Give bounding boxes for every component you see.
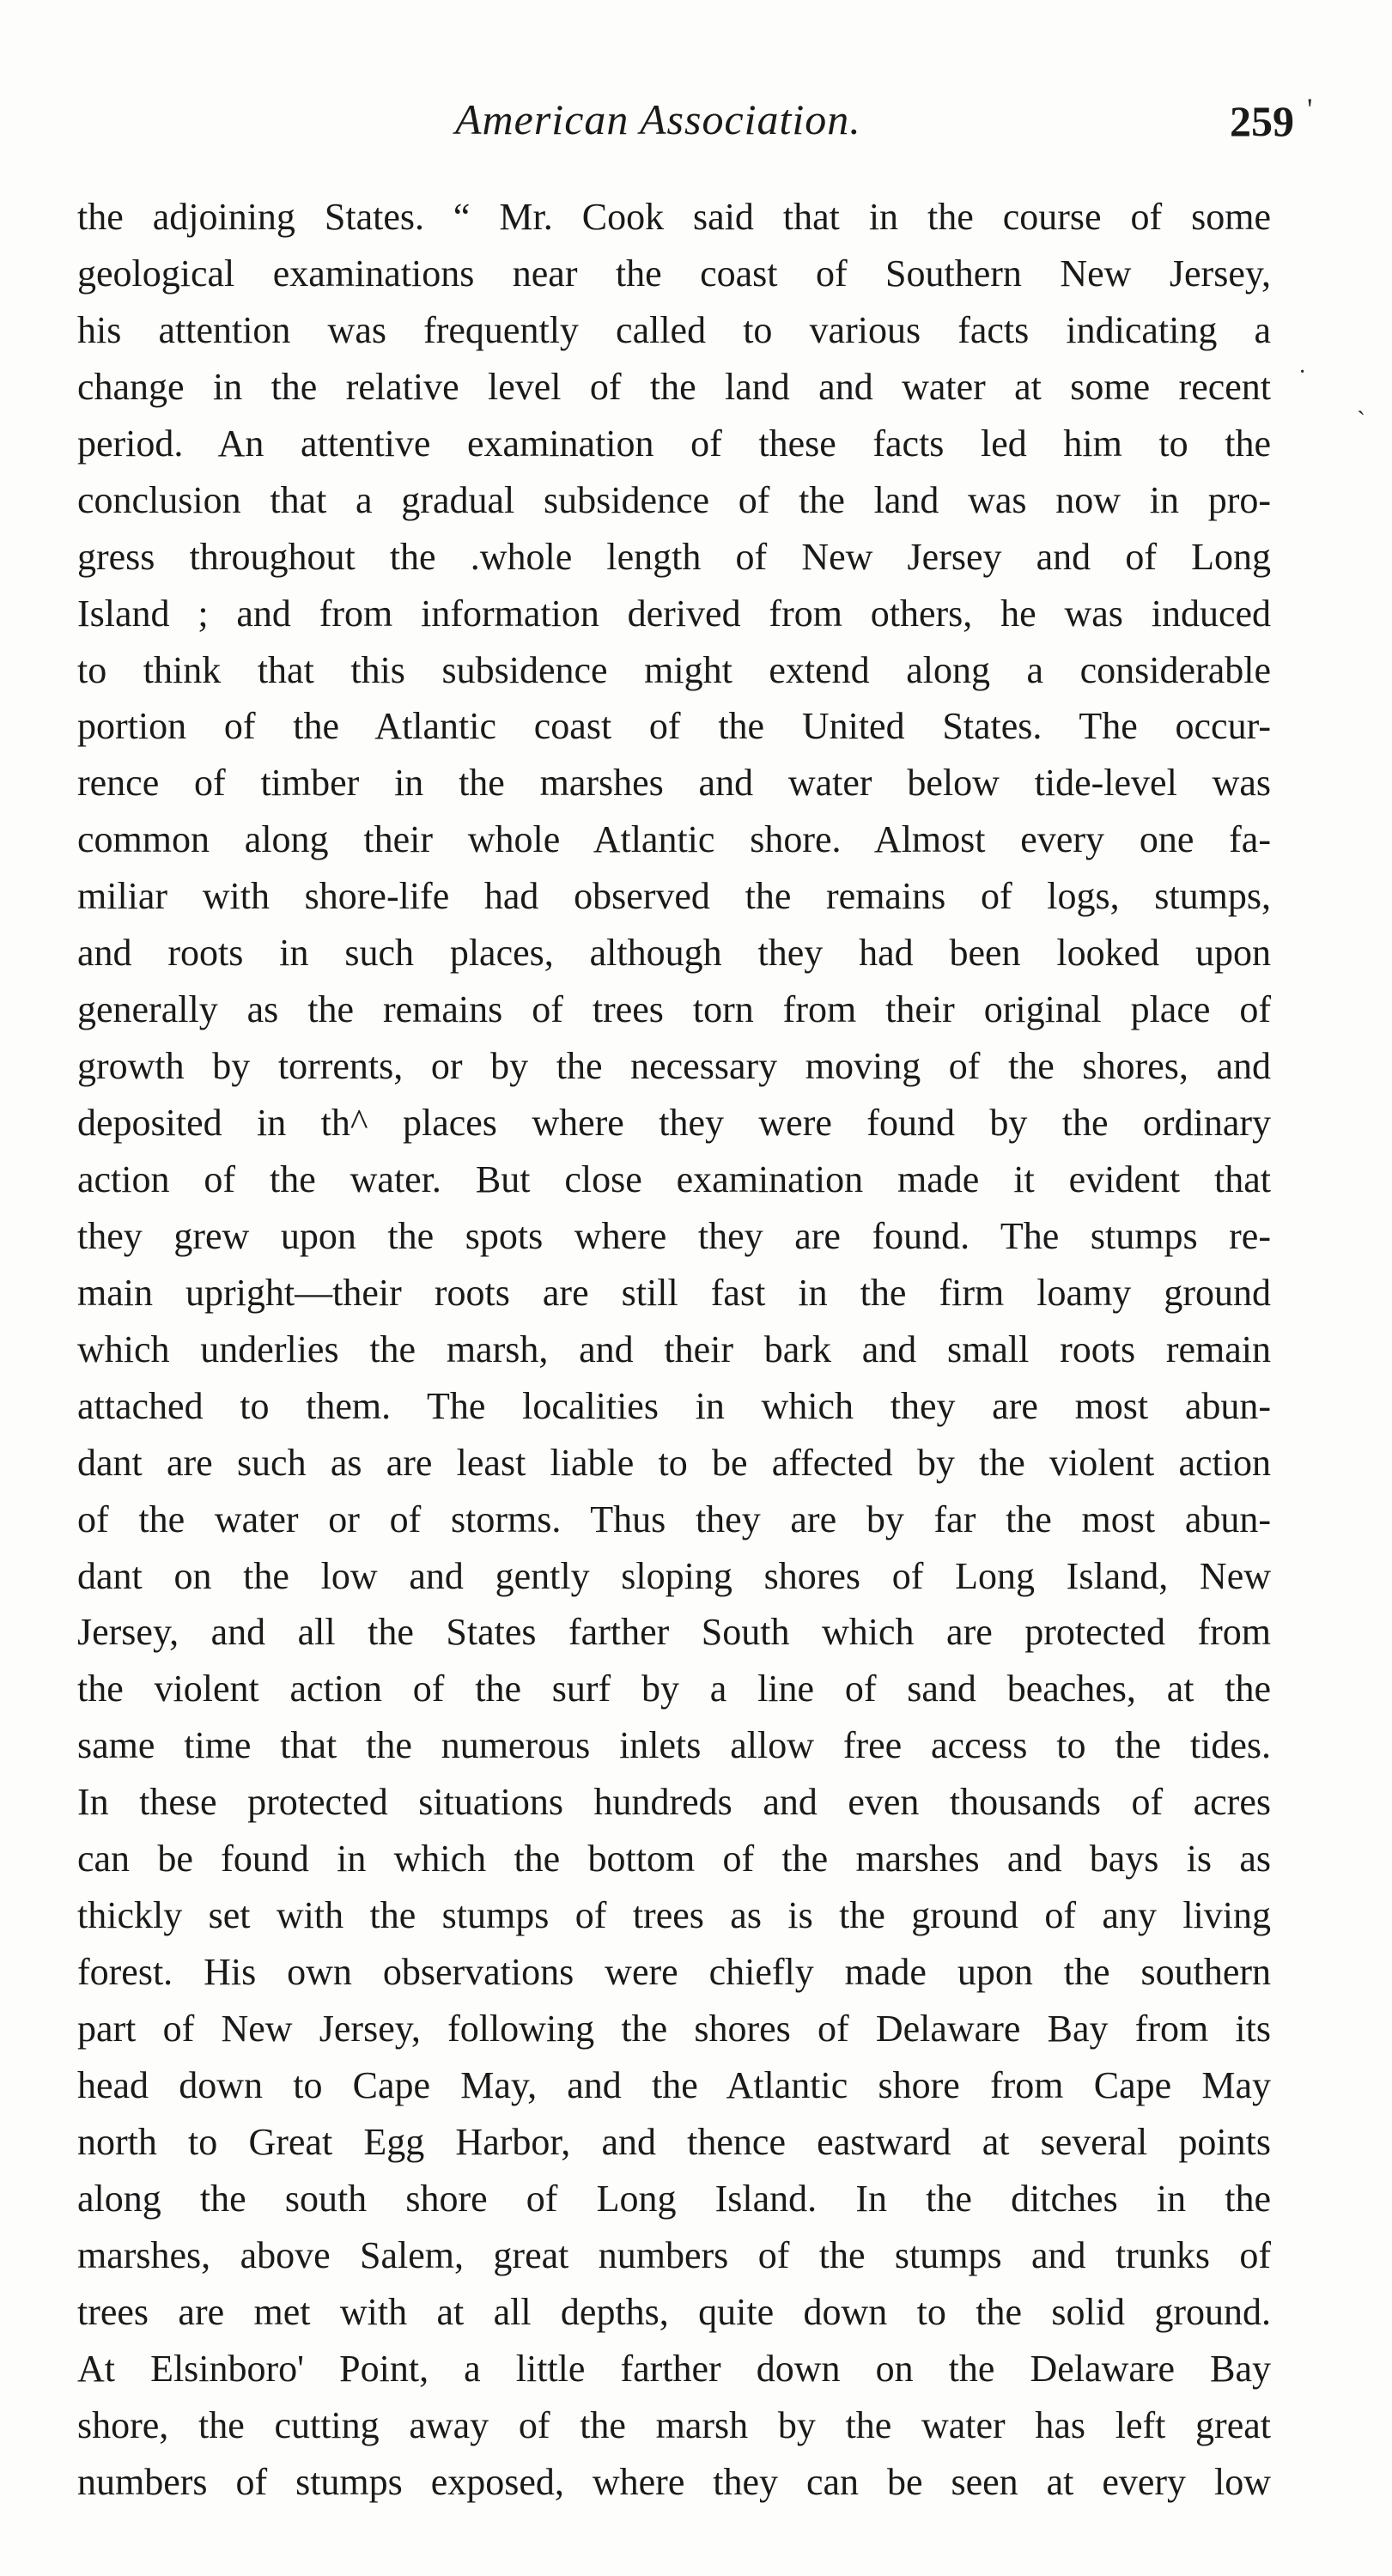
text-line: the adjoining States. “ Mr. Cook said that in the course of some bbox=[77, 196, 1271, 238]
text-line: conclusion that a gradual subsidence of the land was now in pro- bbox=[77, 478, 1271, 521]
text-line: main upright—their roots are still fast in the firm loamy ground bbox=[77, 1271, 1271, 1314]
text-line: period. An attentive examination of these facts led him to the bbox=[77, 422, 1271, 465]
text-line: Jersey, and all the States farther South which are protected from bbox=[77, 1611, 1271, 1654]
text-line: portion of the Atlantic coast of the United States. The occur- bbox=[77, 705, 1271, 748]
running-title: American Association. bbox=[455, 95, 861, 143]
text-line: marshes, above Salem, great numbers of the stumps and trunks of bbox=[77, 2233, 1271, 2276]
text-line: gress throughout the .whole length of New Jersey and of Long bbox=[77, 535, 1271, 578]
text-line: which underlies the marsh, and their bark and small roots remain bbox=[77, 1327, 1271, 1370]
text-line: generally as the remains of trees torn from their original place of bbox=[77, 988, 1271, 1031]
margin-dot-mark: · bbox=[1298, 359, 1307, 386]
text-line: rence of timber in the marshes and water below tide-level was bbox=[77, 762, 1271, 805]
text-line: along the south shore of Long Island. In the ditches in the bbox=[77, 2177, 1271, 2220]
body-paragraph bbox=[77, 189, 1271, 2510]
margin-caret-mark: ˴ bbox=[1357, 395, 1365, 423]
text-line: miliar with shore-life had observed the remains of logs, stumps, bbox=[77, 875, 1271, 918]
text-line: In these protected situations hundreds and even thousands of acres bbox=[77, 1781, 1271, 1824]
text-line: common along their whole Atlantic shore. Almost every one fa- bbox=[77, 818, 1271, 861]
text-line: deposited in th^ places where they were found by the ordinary bbox=[77, 1102, 1271, 1144]
text-line: and roots in such places, although they had been looked upon bbox=[77, 932, 1271, 975]
text-line: head down to Cape May, and the Atlantic shore from Cape May bbox=[77, 2063, 1271, 2106]
text-line: they grew upon the spots where they are found. The stumps re- bbox=[77, 1214, 1271, 1257]
text-line: geological examinations near the coast of Southern New Jersey, bbox=[77, 252, 1271, 295]
text-line: shore, the cutting away of the marsh by the water has left great bbox=[77, 2403, 1271, 2446]
text-line: dant on the low and gently sloping shores of Long Island, New bbox=[77, 1554, 1271, 1597]
page-number: 259 bbox=[1230, 97, 1294, 145]
text-line: of the water or of storms. Thus they are by far the most abun- bbox=[77, 1498, 1271, 1540]
text-line: to think that this subsidence might extend along a considerable bbox=[77, 648, 1271, 691]
text-line: At Elsinboro' Point, a little farther down on the Delaware Bay bbox=[77, 2347, 1271, 2390]
text-line: growth by torrents, or by the necessary moving of the shores, and bbox=[77, 1045, 1271, 1088]
text-line: thickly set with the stumps of trees as is the ground of any living bbox=[77, 1894, 1271, 1937]
text-line: dant are such as are least liable to be affected by the violent action bbox=[77, 1441, 1271, 1484]
text-line: attached to them. The localities in which they are most abun- bbox=[77, 1384, 1271, 1427]
text-line: the violent action of the surf by a line of sand beaches, at the bbox=[77, 1668, 1271, 1710]
text-line: numbers of stumps exposed, where they can be seen at every low bbox=[77, 2460, 1271, 2503]
margin-tick-mark: ' bbox=[1307, 92, 1313, 126]
text-line: his attention was frequently called to various facts indicating a bbox=[77, 308, 1271, 351]
text-line: change in the relative level of the land and water at some recent bbox=[77, 365, 1271, 408]
text-line: forest. His own observations were chiefly made upon the southern bbox=[77, 1951, 1271, 1994]
text-line: same time that the numerous inlets allow free access to the tides. bbox=[77, 1724, 1271, 1767]
text-line: trees are met with at all depths, quite down to the solid ground. bbox=[77, 2290, 1271, 2333]
running-header bbox=[0, 94, 1392, 155]
text-line: part of New Jersey, following the shores of Delaware Bay from its bbox=[77, 2008, 1271, 2050]
text-line: north to Great Egg Harbor, and thence eastward at several points bbox=[77, 2120, 1271, 2163]
text-line: action of the water. But close examination made it evident that bbox=[77, 1157, 1271, 1200]
text-line: can be found in which the bottom of the marshes and bays is as bbox=[77, 1838, 1271, 1880]
text-line: Island ; and from information derived from others, he was induced bbox=[77, 592, 1271, 635]
